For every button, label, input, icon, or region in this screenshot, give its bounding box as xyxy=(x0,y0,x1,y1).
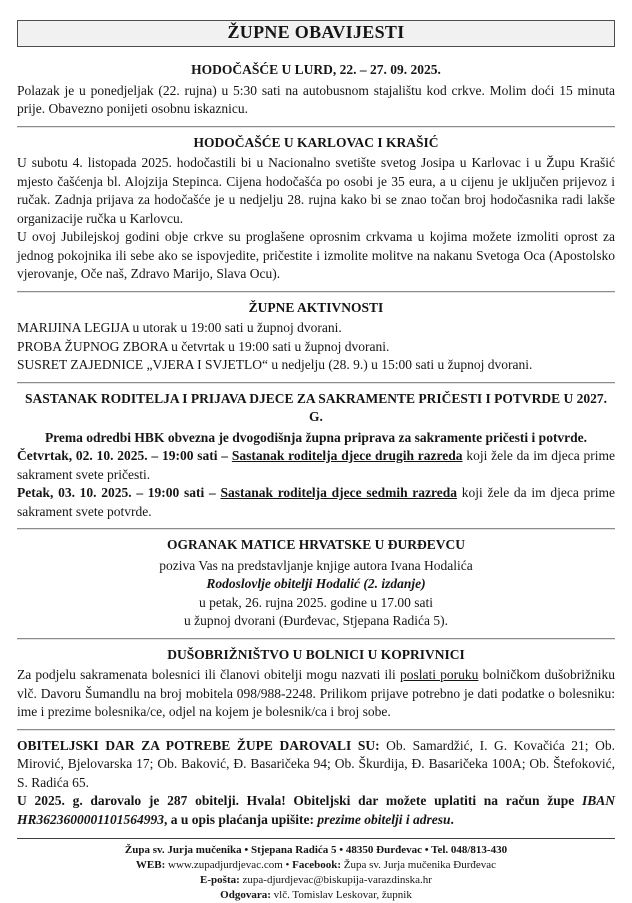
donation-instruction-text: , a u opis plaćanja upišite: xyxy=(164,811,318,827)
responsible-label: Odgovara: xyxy=(220,889,271,901)
web-facebook-line xyxy=(17,858,615,873)
section-aktivnosti-heading: ŽUPNE AKTIVNOSTI xyxy=(248,299,384,315)
section-divider xyxy=(17,382,615,384)
meeting-2-title: Sastanak roditelja djece sedmih razreda xyxy=(220,485,458,500)
section-bolnica-heading: DUŠOBRIŽNIŠTVO U BOLNICI U KOPRIVNICI xyxy=(167,646,465,662)
responsible-line xyxy=(17,888,615,903)
section-bolnica xyxy=(17,646,615,722)
page-title: ŽUPNE OBAVIJESTI xyxy=(17,20,615,47)
section-divider xyxy=(17,528,615,530)
facebook-label: Facebook: xyxy=(292,859,341,871)
section-divider xyxy=(17,729,615,731)
section-karlovac-heading: HODOČAŠĆE U KARLOVAC I KRAŠIĆ xyxy=(193,134,439,150)
section-aktivnosti xyxy=(17,299,615,375)
section-divider xyxy=(17,126,615,128)
bolnica-text-after: bolničkom dušobrižniku vlč. Davoru Šumandlu na broj mobitela 098/988-2248. Prilikom prijave potrebno je dati podatke o bolesniku: ime i prezime bolesnika/ce, odjel na kojem je bolesnik/ca i broj sobe. xyxy=(17,667,615,719)
email-label: E-pošta: xyxy=(200,874,240,886)
parish-address-line: Župa sv. Jurja mučenika • Stjepana Radića 5 • 48350 Đurđevac • Tel. 048/813-430 xyxy=(124,844,508,856)
footer xyxy=(17,838,615,903)
meeting-1-datetime: Četvrtak, 02. 10. 2025. – 19:00 sati – xyxy=(17,448,232,463)
web-label: WEB: xyxy=(135,859,166,871)
activity-item: SUSRET ZAJEDNICE „VJERA I SVJETLO“ u nedjelju (28. 9.) u 15:00 sati u župnoj dvorani. xyxy=(17,357,533,372)
section-dar xyxy=(17,737,615,830)
activity-item: MARIJINA LEGIJA u utorak u 19:00 sati u župnoj dvorani. xyxy=(17,320,342,335)
donors-paragraph xyxy=(17,737,615,793)
meeting-2-description: koji žele da im djeca prime sakrament svete potvrde. xyxy=(17,485,616,519)
donors-list: Ob. Samardžić, I. G. Kovačića 21; Ob. Mirović, Bjelovarska 17; Ob. Baković, Đ. Basaričeka 94; Ob. Škurdija, Đ. Basaričeka 100A; Ob. Štefoković, S. Radića 65. xyxy=(17,737,616,790)
meeting-1-description: koji žele da im djeca prime sakrament svete pričesti. xyxy=(17,448,616,482)
iban-value: IBAN HR3623600001101564993 xyxy=(17,793,615,827)
section-lurd-heading: HODOČAŠĆE U LURD, 22. – 27. 09. 2025. xyxy=(191,62,441,77)
section-sakramenti xyxy=(17,390,615,522)
donation-period: . xyxy=(450,811,454,827)
donation-summary-paragraph xyxy=(17,792,615,829)
email-address: zupa-djurdjevac@biskupija-varazdinska.hr xyxy=(239,874,432,886)
web-url: www.zupadjurdjevac.com • xyxy=(165,859,293,871)
section-karlovac-paragraph-1: U subotu 4. listopada 2025. hodočastili bi u Nacionalno svetište svetog Josipa u Karlovac i u Župu Krašić mjesto čašćenja bl. Alojzija Stepinca. Cijena hodočašća po osobi je 35 eura, a u cijenu je uključen prijevoz i ručak. Zadnja prijava za hodočašće je u nedjelju 28. rujna kako bi se znao točan broj hodočasnika radi lakše organizacije ručka u Karlovcu. xyxy=(17,155,615,226)
matica-datetime-line: u petak, 26. rujna 2025. godine u 17.00 sati xyxy=(199,594,433,610)
responsible-name: vlč. Tomislav Leskovar, župnik xyxy=(270,889,412,901)
section-karlovac xyxy=(17,134,615,284)
section-sakramenti-subheading: Prema odredbi HBK obvezna je dvogodišnja župna priprava za sakramente pričesti i potvrde. xyxy=(44,429,588,445)
section-lurd-body: Polazak je u ponedjeljak (22. rujna) u 5:30 sati na autobusnom stajalištu kod crkve. Molim doći 15 minuta prije. Obavezno ponijeti osobnu iskaznicu. xyxy=(17,82,615,116)
sakramenti-meeting-1 xyxy=(17,447,615,484)
donors-lead-label: OBITELJSKI DAR ZA POTREBE ŽUPE DAROVALI SU: xyxy=(17,737,380,753)
matica-location-line: u župnoj dvorani (Đurđevac, Stjepana Radića 5). xyxy=(184,613,448,628)
bolnica-underlined-text: poslati poruku xyxy=(399,667,479,682)
section-sakramenti-heading: SASTANAK RODITELJA I PRIJAVA DJECE ZA SAKRAMENTE PRIČESTI I POTVRDE U 2027. G. xyxy=(24,390,608,424)
matica-invitation-line: poziva Vas na predstavljanje knjige autora Ivana Hodalića xyxy=(159,557,473,573)
section-divider xyxy=(17,291,615,293)
donation-summary-text: U 2025. g. darovalo je 287 obitelji. Hvala! Obiteljski dar možete uplatiti na račun župe xyxy=(17,793,582,808)
bolnica-text-before: Za podjelu sakramenata bolesnici ili članovi obitelji mogu nazvati ili xyxy=(17,667,400,682)
meeting-1-title: Sastanak roditelja djece drugih razreda xyxy=(231,448,463,463)
section-divider xyxy=(17,638,615,640)
section-matica xyxy=(17,536,615,631)
email-line xyxy=(17,873,615,888)
activity-item: PROBA ŽUPNOG ZBORA u četvrtak u 19:00 sati u župnoj dvorani. xyxy=(17,338,390,354)
section-matica-heading: OGRANAK MATICE HRVATSKE U ĐURĐEVCU xyxy=(166,537,466,552)
payment-description-note: prezime obitelji i adresu xyxy=(317,811,451,827)
section-lurd xyxy=(17,61,615,119)
section-bolnica-body xyxy=(17,666,615,722)
book-title: Rodoslovlje obitelji Hodalić (2. izdanje) xyxy=(206,576,426,591)
facebook-name: Župa sv. Jurja mučenika Đurđevac xyxy=(341,859,497,871)
meeting-2-datetime: Petak, 03. 10. 2025. – 19:00 sati – xyxy=(17,485,221,500)
sakramenti-meeting-2 xyxy=(17,484,615,521)
section-karlovac-paragraph-2: U ovoj Jubilejskoj godini obje crkve su proglašene oprosnim crkvama u kojima možete izmoliti oprost za jednog pokojnika ili sebe ako se ispovjedite, pričestite i izmolite molitve na nakanu Svetoga Oca (Apostolsko vjerovanje, Oče naš, Zdravo Marijo, Slava Ocu). xyxy=(17,229,615,281)
